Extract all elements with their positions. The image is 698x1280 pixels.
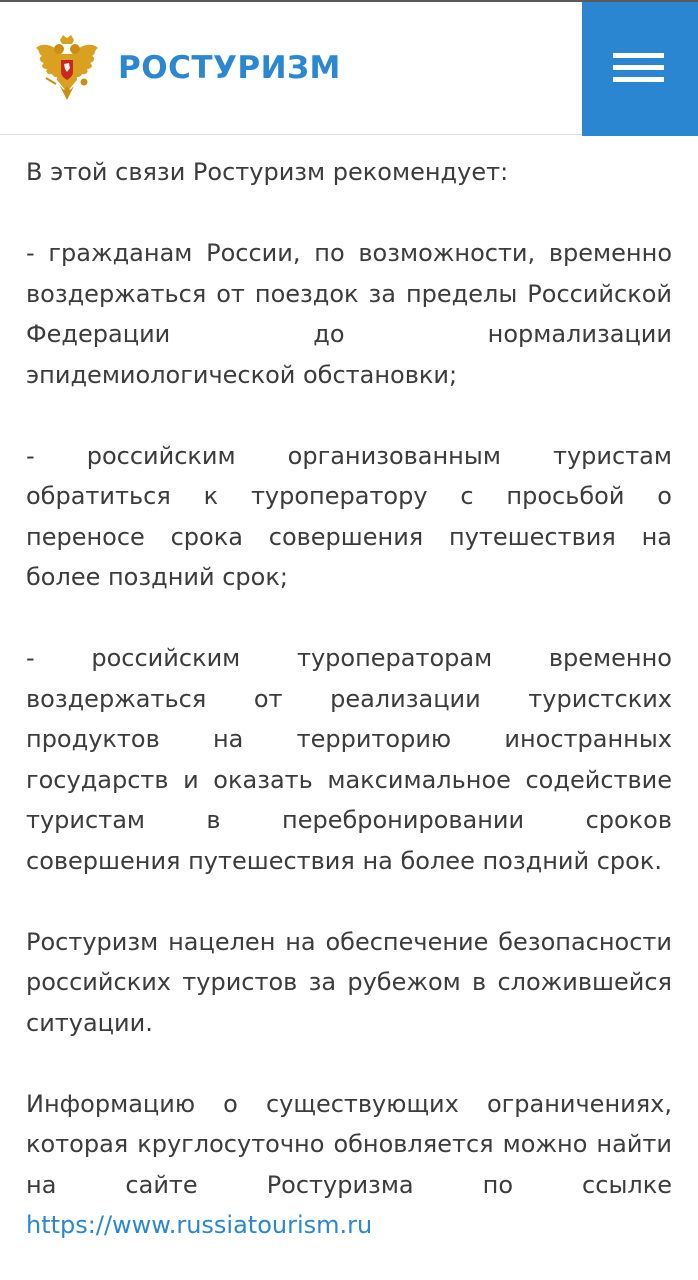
link-paragraph (26, 1205, 672, 1246)
russiatourism-site-link[interactable]: https://www.russiatourism.ru (26, 1211, 373, 1239)
article-intro-paragraph: В этой связи Ростуризм рекомендует: (26, 158, 509, 186)
site-header (0, 2, 698, 135)
coat-of-arms-emblem-icon[interactable] (34, 34, 100, 102)
brand-name[interactable]: РОСТУРИЗМ (118, 50, 341, 86)
article-body (26, 152, 672, 1246)
info-paragraph: Информацию о существующих ограничениях, которая круглосуточно обновляется можно найти на сайте Ростуризма по ссылке (26, 1089, 672, 1199)
hamburger-menu-button[interactable] (582, 2, 698, 136)
recommendation-item-tour-operators: - российским туроператорам временно воздержаться от реализации туристских продуктов на территорию иностранных государств и оказать максимальное содействие туристам в перебронировании сроков совершения путешествия на более поздний срок. (26, 644, 672, 875)
closing-paragraph: Ростуризм нацелен на обеспечение безопасности российских туристов за рубежом в сложившейся ситуации. (26, 927, 672, 1037)
recommendation-item-citizens: - гражданам России, по возможности, временно воздержаться от поездок за пределы Российской Федерации до нормализации эпидемиологической обстановки; (26, 239, 672, 389)
recommendation-item-organized-tourists: - российским организованным туристам обратиться к туроператору с просьбой о переносе срока совершения путешествия на более поздний срок; (26, 441, 672, 591)
